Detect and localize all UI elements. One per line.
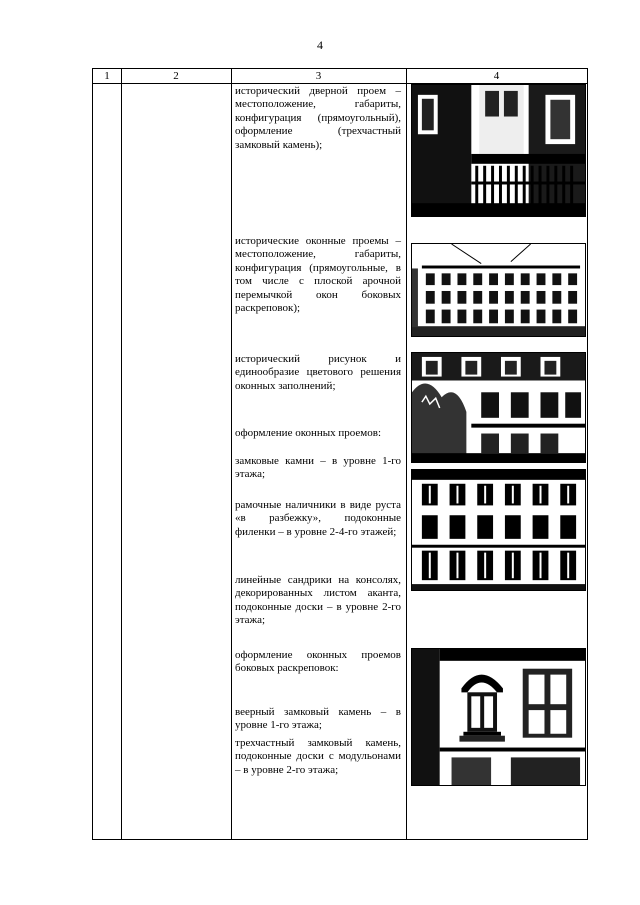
element-description: веерный замковый камень – в уровне 1-го этажа; — [235, 706, 401, 732]
column-divider — [406, 69, 407, 839]
element-description: рамочные наличники в виде руста «в разбежку», подоконные филенки – в уровне 2-4-го этажей; — [235, 499, 401, 538]
element-description: исторический рисунок и единообразие цветового решения оконных заполнений; — [235, 353, 401, 392]
element-description: оформление оконных проемов боковых раскреповок: — [235, 649, 401, 675]
element-description: линейные сандрики на консолях, декорированных листом аканта, подоконные доски – в уровне 2-го этажа; — [235, 574, 401, 627]
column-header-2: 2 — [173, 70, 179, 82]
element-description: исторические оконные проемы – местоположение, габариты, конфигурация (прямоугольные, в том числе с плоской арочной перемычкой окон боковых раскреповок); — [235, 235, 401, 315]
window-frames-photo-icon — [411, 469, 586, 591]
side-projection-photo-icon — [411, 648, 586, 786]
element-description: замковые камни – в уровне 1-го этажа; — [235, 455, 401, 481]
column-divider — [121, 69, 122, 839]
column-header-4: 4 — [493, 70, 500, 82]
heritage-table — [92, 68, 588, 840]
element-description: исторический дверной проем – местоположение, габариты, конфигурация (прямоугольный), оформление (трехчастный замковый камень); — [235, 85, 401, 151]
column-divider — [231, 69, 232, 839]
column-header-1: 1 — [104, 70, 110, 82]
element-description: оформление оконных проемов: — [235, 427, 382, 439]
element-description: трехчастный замковый камень, подоконные доски с модульонами – в уровне 2-го этажа; — [235, 737, 401, 776]
page-number: 4 — [317, 38, 323, 52]
facade-windows-photo-icon — [411, 243, 586, 337]
window-fillings-photo-icon — [411, 352, 586, 463]
column-header-3: 3 — [315, 70, 322, 82]
doorway-photo-icon — [411, 84, 586, 217]
